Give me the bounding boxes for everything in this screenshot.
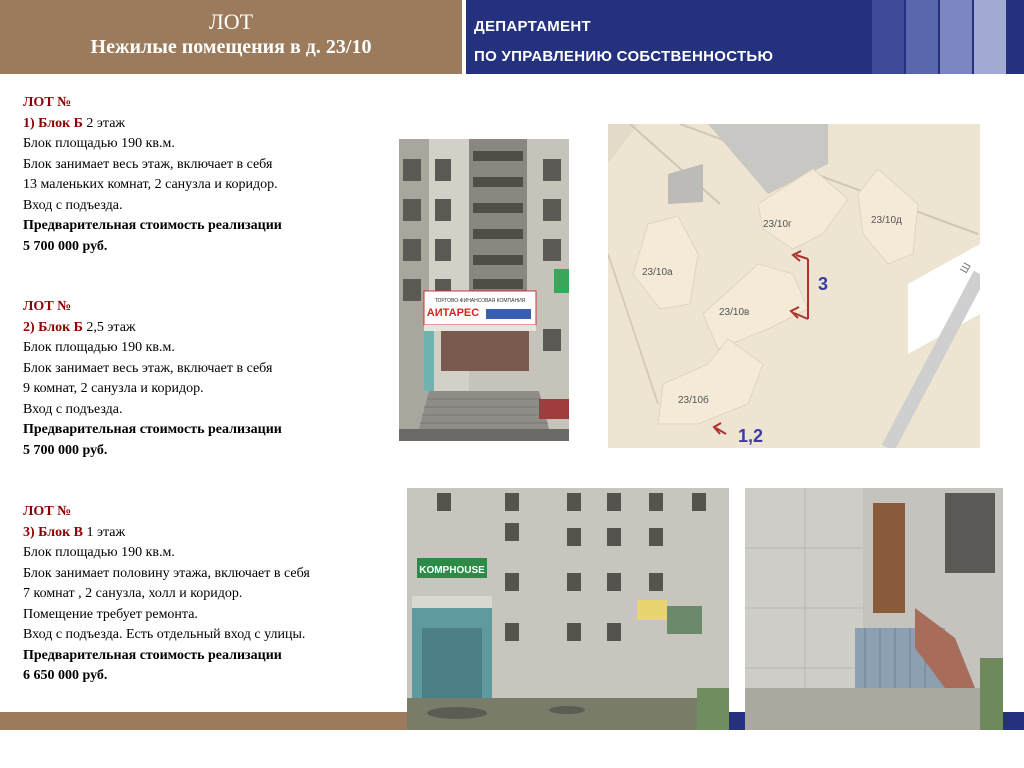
color-swatch (940, 0, 972, 74)
map-label: 23/10б (678, 395, 709, 406)
lot-floor: 2 этаж (82, 115, 126, 131)
lot-line: Вход с подъезда. (23, 197, 123, 213)
department-name (474, 12, 773, 72)
lot-price: 5 700 000 руб. (23, 238, 108, 254)
lot-line: Блок площадью 190 кв.м. (23, 136, 175, 151)
color-swatch (974, 0, 1006, 74)
lot-price-label: Предварительная стоимость реализации (23, 218, 282, 233)
lot-line: Блок занимает половину этажа, включает в себя (23, 565, 310, 581)
color-swatch (906, 0, 938, 74)
department-line2: ПО УПРАВЛЕНИЮ СОБСТВЕННОСТЬЮ (474, 48, 774, 65)
lot-2 (23, 297, 282, 461)
lot-block-label: 3) Блок В (23, 524, 83, 540)
lot-1 (23, 93, 282, 257)
header-title-line1: ЛОТ (208, 9, 254, 34)
lot-block-label: 1) Блок Б (23, 115, 83, 131)
lot-line: 7 комнат , 2 санузла, холл и коридор. (23, 586, 243, 601)
header-title-block (0, 0, 462, 74)
street-label: Ш (958, 260, 974, 276)
lot-floor: 1 этаж (83, 524, 126, 540)
map-marker-3: 3 (818, 274, 829, 294)
lot-block-label: 2) Блок Б (23, 319, 83, 335)
lot-line: 13 маленьких комнат, 2 санузла и коридор. (23, 177, 278, 192)
lot-block-line (23, 114, 282, 135)
lot-line: Вход с подъезда. Есть отдельный вход с улицы. (23, 627, 306, 642)
color-swatch (872, 0, 904, 74)
lot-line: Блок площадью 190 кв.м. (23, 545, 175, 560)
lot-line: Блок занимает весь этаж, включает в себя (23, 156, 273, 172)
map-label: 23/10в (719, 307, 750, 318)
map-label: 23/10а (642, 267, 673, 278)
sign-title: АИТАРЕС (426, 307, 480, 319)
lot-3 (23, 502, 310, 687)
sign-subtitle: ТОРГОВО-ФИНАНСОВАЯ КОМПАНИЯ (434, 298, 526, 304)
lot-block-line (23, 523, 310, 544)
lot-line: 9 комнат, 2 санузла и коридор. (23, 381, 204, 396)
lot-line: Блок занимает весь этаж, включает в себя (23, 360, 273, 376)
lot-floor: 2,5 этаж (82, 319, 136, 335)
map-label: 23/10г (763, 219, 792, 230)
lot-heading: ЛОТ № (23, 504, 72, 519)
lot-heading: ЛОТ № (23, 299, 72, 314)
building-photo-corner (407, 488, 729, 730)
site-map (608, 124, 980, 448)
map-marker-1-2: 1,2 (738, 426, 764, 446)
building-photo-entrance (399, 139, 569, 441)
lot-line: Блок площадью 190 кв.м. (23, 340, 175, 355)
banner-divider (462, 0, 466, 74)
lot-line: Вход с подъезда. (23, 401, 123, 417)
department-banner (462, 0, 1024, 74)
lot-heading: ЛОТ № (23, 95, 72, 110)
lot-price-label: Предварительная стоимость реализации (23, 647, 282, 663)
header-title-line2: Нежилые помещения в д. 23/10 (90, 36, 372, 58)
lot-block-line (23, 318, 282, 339)
lot-price: 6 650 000 руб. (23, 668, 108, 683)
map-label: 23/10д (871, 215, 902, 226)
department-line1: ДЕПАРТАМЕНТ (474, 18, 591, 35)
shop-sign-text: KOMPHOUSE (419, 565, 485, 576)
lot-price-label: Предварительная стоимость реализации (23, 422, 282, 437)
lot-price: 5 700 000 руб. (23, 442, 108, 458)
lot-line: Помещение требует ремонта. (23, 606, 198, 622)
building-photo-side-entrance (745, 488, 1003, 730)
